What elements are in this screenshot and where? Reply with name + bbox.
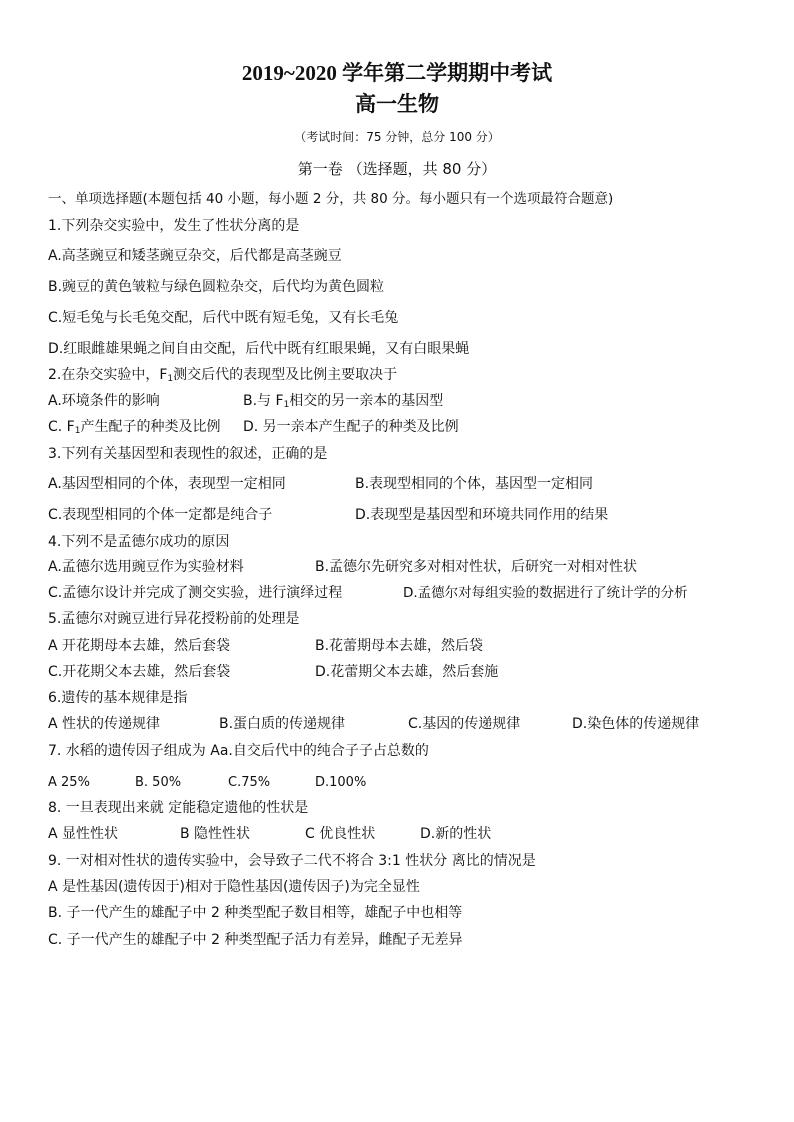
question-9-stem: 9. 一对相对性状的遗传实验中，会导致子二代不将合 3:1 性状分 离比的情况是 <box>48 853 536 869</box>
question-8-stem: 8. 一旦表现出来就 定能稳定遗他的性状是 <box>48 800 309 816</box>
question-6-stem: 6.遗传的基本规律是指 <box>48 690 188 706</box>
question-2-option-c: C. $F_1$产生配子的种类及比例 <box>48 419 221 436</box>
question-7-option-a: A 25% <box>48 775 90 790</box>
question-7-option-c: C.75% <box>228 775 271 790</box>
question-4-option-d: D.孟德尔对每组实验的数据进行了统计学的分析 <box>403 585 688 601</box>
question-3-option-b: B.表现型相同的个体，基因型一定相同 <box>355 476 594 492</box>
question-2-option-d: D. 另一亲本产生配子的种类及比例 <box>243 419 459 435</box>
question-3-stem: 3.下列有关基因型和表现性的叙述，正确的是 <box>48 446 328 462</box>
question-7-option-d: D.100% <box>315 775 367 790</box>
question-4-option-b: B.孟德尔先研究多对相对性状，后研究一对相对性状 <box>315 559 638 575</box>
question-5-stem: 5.孟德尔对豌豆进行异花授粉前的处理是 <box>48 611 300 627</box>
question-8-option-a: A 显性性状 <box>48 826 119 842</box>
subject-title: 高一生物 <box>355 92 439 116</box>
question-3-option-a: A.基因型相同的个体，表现型一定相同 <box>48 476 286 492</box>
question-2-stem: 2.在杂交实验中，$F_1$测交后代的表现型及比例主要取决于 <box>48 367 398 384</box>
question-5-option-b: B.花蕾期母本去雄，然后袋 <box>315 638 484 654</box>
instructions: 一、单项选择题(本题包括 40 小题，每小题 2 分，共 80 分。每小题只有一个选项最符合题意) <box>48 191 614 207</box>
question-8-option-b: B 隐性性状 <box>180 826 251 842</box>
question-1-stem: 1.下列杂交实验中，发生了性状分离的是 <box>48 218 300 234</box>
question-6-option-c: C.基因的传递规律 <box>408 716 521 732</box>
question-1-option-b: B.豌豆的黄色皱粒与绿色圆粒杂交，后代均为黄色圆粒 <box>48 279 385 295</box>
question-9-option-b: B. 子一代产生的雄配子中 2 种类型配子数目相等，雄配子中也相等 <box>48 905 463 921</box>
volume-title: 第一卷 （选择题，共 80 分） <box>297 160 497 178</box>
question-6-option-a: A 性状的传递规律 <box>48 716 161 732</box>
question-1-option-d: D.红眼雌雄果蝇之间自由交配，后代中既有红眼果蝇，又有白眼果蝇 <box>48 341 470 357</box>
question-1-option-c: C.短毛兔与长毛兔交配，后代中既有短毛兔，又有长毛兔 <box>48 310 399 326</box>
question-2-option-a: A.环境条件的影响 <box>48 393 160 409</box>
question-3-option-c: C.表现型相同的个体一定都是纯合子 <box>48 507 273 523</box>
question-4-option-a: A.孟德尔选用豌豆作为实验材料 <box>48 559 244 575</box>
question-5-option-c: C.开花期父本去雄，然后套袋 <box>48 664 231 680</box>
question-7-stem: 7. 水稻的遗传因子组成为 Aa.自交后代中的纯合子子占总数的 <box>48 743 429 759</box>
question-8-option-d: D.新的性状 <box>420 826 492 842</box>
question-1-option-a: A.高茎豌豆和矮茎豌豆杂交，后代都是高茎豌豆 <box>48 248 342 264</box>
question-4-stem: 4.下列不是孟德尔成功的原因 <box>48 534 230 550</box>
question-9-option-a: A 是性基因(遗传因于)相对于隐性基因(遗传因子)为完全显性 <box>48 879 420 895</box>
question-9-option-c: C. 子一代产生的雄配子中 2 种类型配子活力有差异，雌配子无差异 <box>48 932 463 948</box>
question-8-option-c: C 优良性状 <box>305 826 376 842</box>
question-6-option-b: B.蛋白质的传递规律 <box>219 716 346 732</box>
question-5-option-d: D.花蕾期父本去雄，然后套施 <box>315 664 499 680</box>
question-3-option-d: D.表现型是基因型和环境共同作用的结果 <box>355 507 609 523</box>
question-6-option-d: D.染色体的传递规律 <box>572 716 700 732</box>
question-5-option-a: A 开花期母本去雄，然后套袋 <box>48 638 231 654</box>
exam-info: （考试时间：75 分钟，总分 100 分） <box>294 130 500 144</box>
question-4-option-c: C.孟德尔设计并完成了测交实验，进行演绎过程 <box>48 585 343 601</box>
question-7-option-b: B. 50% <box>135 775 182 790</box>
exam-title: 2019~2020 学年第二学期期中考试 <box>241 61 553 85</box>
question-2-option-b: B.与 $F_1$相交的另一亲本的基因型 <box>243 393 444 410</box>
